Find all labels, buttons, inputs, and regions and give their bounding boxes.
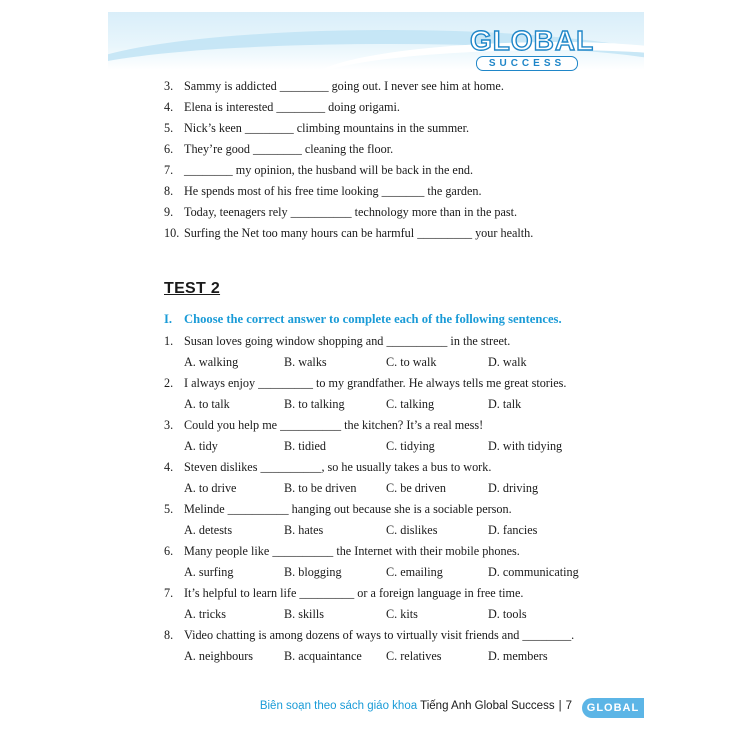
item-text: Nick’s keen ________ climbing mountains in the summer.: [184, 121, 470, 135]
item-number: 4.: [164, 100, 174, 114]
logo-word: GLOBAL: [470, 25, 595, 56]
question-number: 5.: [164, 502, 174, 516]
option-b: B. skills: [284, 607, 324, 621]
option-a: A. to drive: [184, 481, 237, 495]
option-b: B. to talking: [284, 397, 345, 411]
exercise-item: [164, 120, 469, 136]
section-text: Choose the correct answer to complete each of the following sentences.: [184, 312, 562, 326]
exercise-item: [164, 99, 400, 115]
question-text: Steven dislikes __________, so he usually takes a bus to work.: [184, 460, 492, 474]
option-a: A. neighbours: [184, 649, 254, 663]
item-number: 6.: [164, 142, 174, 156]
question-6: [164, 543, 520, 559]
option-a: A. tidy: [184, 439, 218, 453]
item-text: They’re good ________ cleaning the floor.: [184, 142, 394, 156]
item-text: Sammy is addicted ________ going out. I never see him at home.: [184, 79, 504, 93]
item-text: Elena is interested ________ doing origami.: [184, 100, 400, 114]
question-text: Many people like __________ the Internet with their mobile phones.: [184, 544, 520, 558]
item-number: 5.: [164, 121, 174, 135]
header-band: [108, 12, 644, 70]
option-a: A. surfing: [184, 565, 234, 579]
option-d: D. members: [488, 649, 548, 663]
option-a: A. tricks: [184, 607, 226, 621]
page-footer: [108, 696, 644, 720]
option-c: C. be driven: [386, 481, 446, 495]
option-b: B. walks: [284, 355, 327, 369]
item-text: He spends most of his free time looking _______ the garden.: [184, 184, 482, 198]
question-number: 7.: [164, 586, 174, 600]
item-number: 8.: [164, 184, 174, 198]
option-d: D. driving: [488, 481, 539, 495]
question-7: [164, 585, 523, 601]
option-d: D. with tidying: [488, 439, 563, 453]
option-c: C. relatives: [386, 649, 442, 663]
question-8: [164, 627, 574, 643]
exercise-item: [164, 162, 473, 178]
option-d: D. walk: [488, 355, 527, 369]
option-c: C. to walk: [386, 355, 437, 369]
item-number: 10.: [164, 226, 180, 240]
option-a: A. to talk: [184, 397, 230, 411]
option-c: C. talking: [386, 397, 435, 411]
option-a: A. walking: [184, 355, 239, 369]
option-d: D. tools: [488, 607, 527, 621]
question-text: Susan loves going window shopping and __________ in the street.: [184, 334, 511, 348]
option-b: B. hates: [284, 523, 324, 537]
option-c: C. dislikes: [386, 523, 438, 537]
item-text: Surfing the Net too many hours can be harmful _________ your health.: [184, 226, 534, 240]
option-d: D. fancies: [488, 523, 538, 537]
footer-separator: |: [558, 700, 562, 712]
item-number: 3.: [164, 79, 174, 93]
footer-caption: [260, 700, 572, 712]
question-number: 8.: [164, 628, 174, 642]
question-5: [164, 501, 512, 517]
question-number: 1.: [164, 334, 174, 348]
footer-caption-black: Tiếng Anh Global Success: [420, 700, 555, 712]
question-4: [164, 459, 491, 475]
workbook-page: [108, 12, 644, 734]
option-c: C. kits: [386, 607, 418, 621]
item-text: ________ my opinion, the husband will be back in the end.: [184, 163, 474, 177]
section-number: I.: [164, 312, 173, 326]
footer-global-badge: GLOBAL: [582, 698, 644, 718]
question-number: 4.: [164, 460, 174, 474]
option-d: D. communicating: [488, 565, 579, 579]
exercise-item: [164, 78, 504, 94]
option-b: B. blogging: [284, 565, 342, 579]
global-success-logo: [470, 25, 595, 72]
option-a: A. detests: [184, 523, 233, 537]
exercise-item: [164, 204, 517, 220]
exercise-item: [164, 225, 533, 241]
question-number: 3.: [164, 418, 174, 432]
item-number: 7.: [164, 163, 174, 177]
question-number: 2.: [164, 376, 174, 390]
section-instruction: [164, 312, 562, 327]
question-text: Could you help me __________ the kitchen? It’s a real mess!: [184, 418, 484, 432]
question-text: It’s helpful to learn life _________ or a foreign language in free time.: [184, 586, 524, 600]
test-title: TEST 2: [164, 280, 221, 297]
logo-subtitle: SUCCESS: [476, 56, 578, 71]
question-text: I always enjoy _________ to my grandfather. He always tells me great stories.: [184, 376, 567, 390]
question-3: [164, 417, 483, 433]
option-c: C. emailing: [386, 565, 443, 579]
page-number: 7: [565, 700, 572, 712]
option-d: D. talk: [488, 397, 522, 411]
option-b: B. acquaintance: [284, 649, 362, 663]
option-c: C. tidying: [386, 439, 435, 453]
question-text: Video chatting is among dozens of ways to virtually visit friends and ________.: [184, 628, 575, 642]
option-b: B. to be driven: [284, 481, 357, 495]
option-b: B. tidied: [284, 439, 326, 453]
question-2: [164, 375, 566, 391]
item-text: Today, teenagers rely __________ technology more than in the past.: [184, 205, 518, 219]
question-1: [164, 333, 510, 349]
exercise-item: [164, 141, 393, 157]
item-number: 9.: [164, 205, 174, 219]
question-number: 6.: [164, 544, 174, 558]
question-text: Melinde __________ hanging out because she is a sociable person.: [184, 502, 512, 516]
footer-caption-blue: Biên soạn theo sách giáo khoa: [259, 700, 418, 712]
exercise-item: [164, 183, 482, 199]
